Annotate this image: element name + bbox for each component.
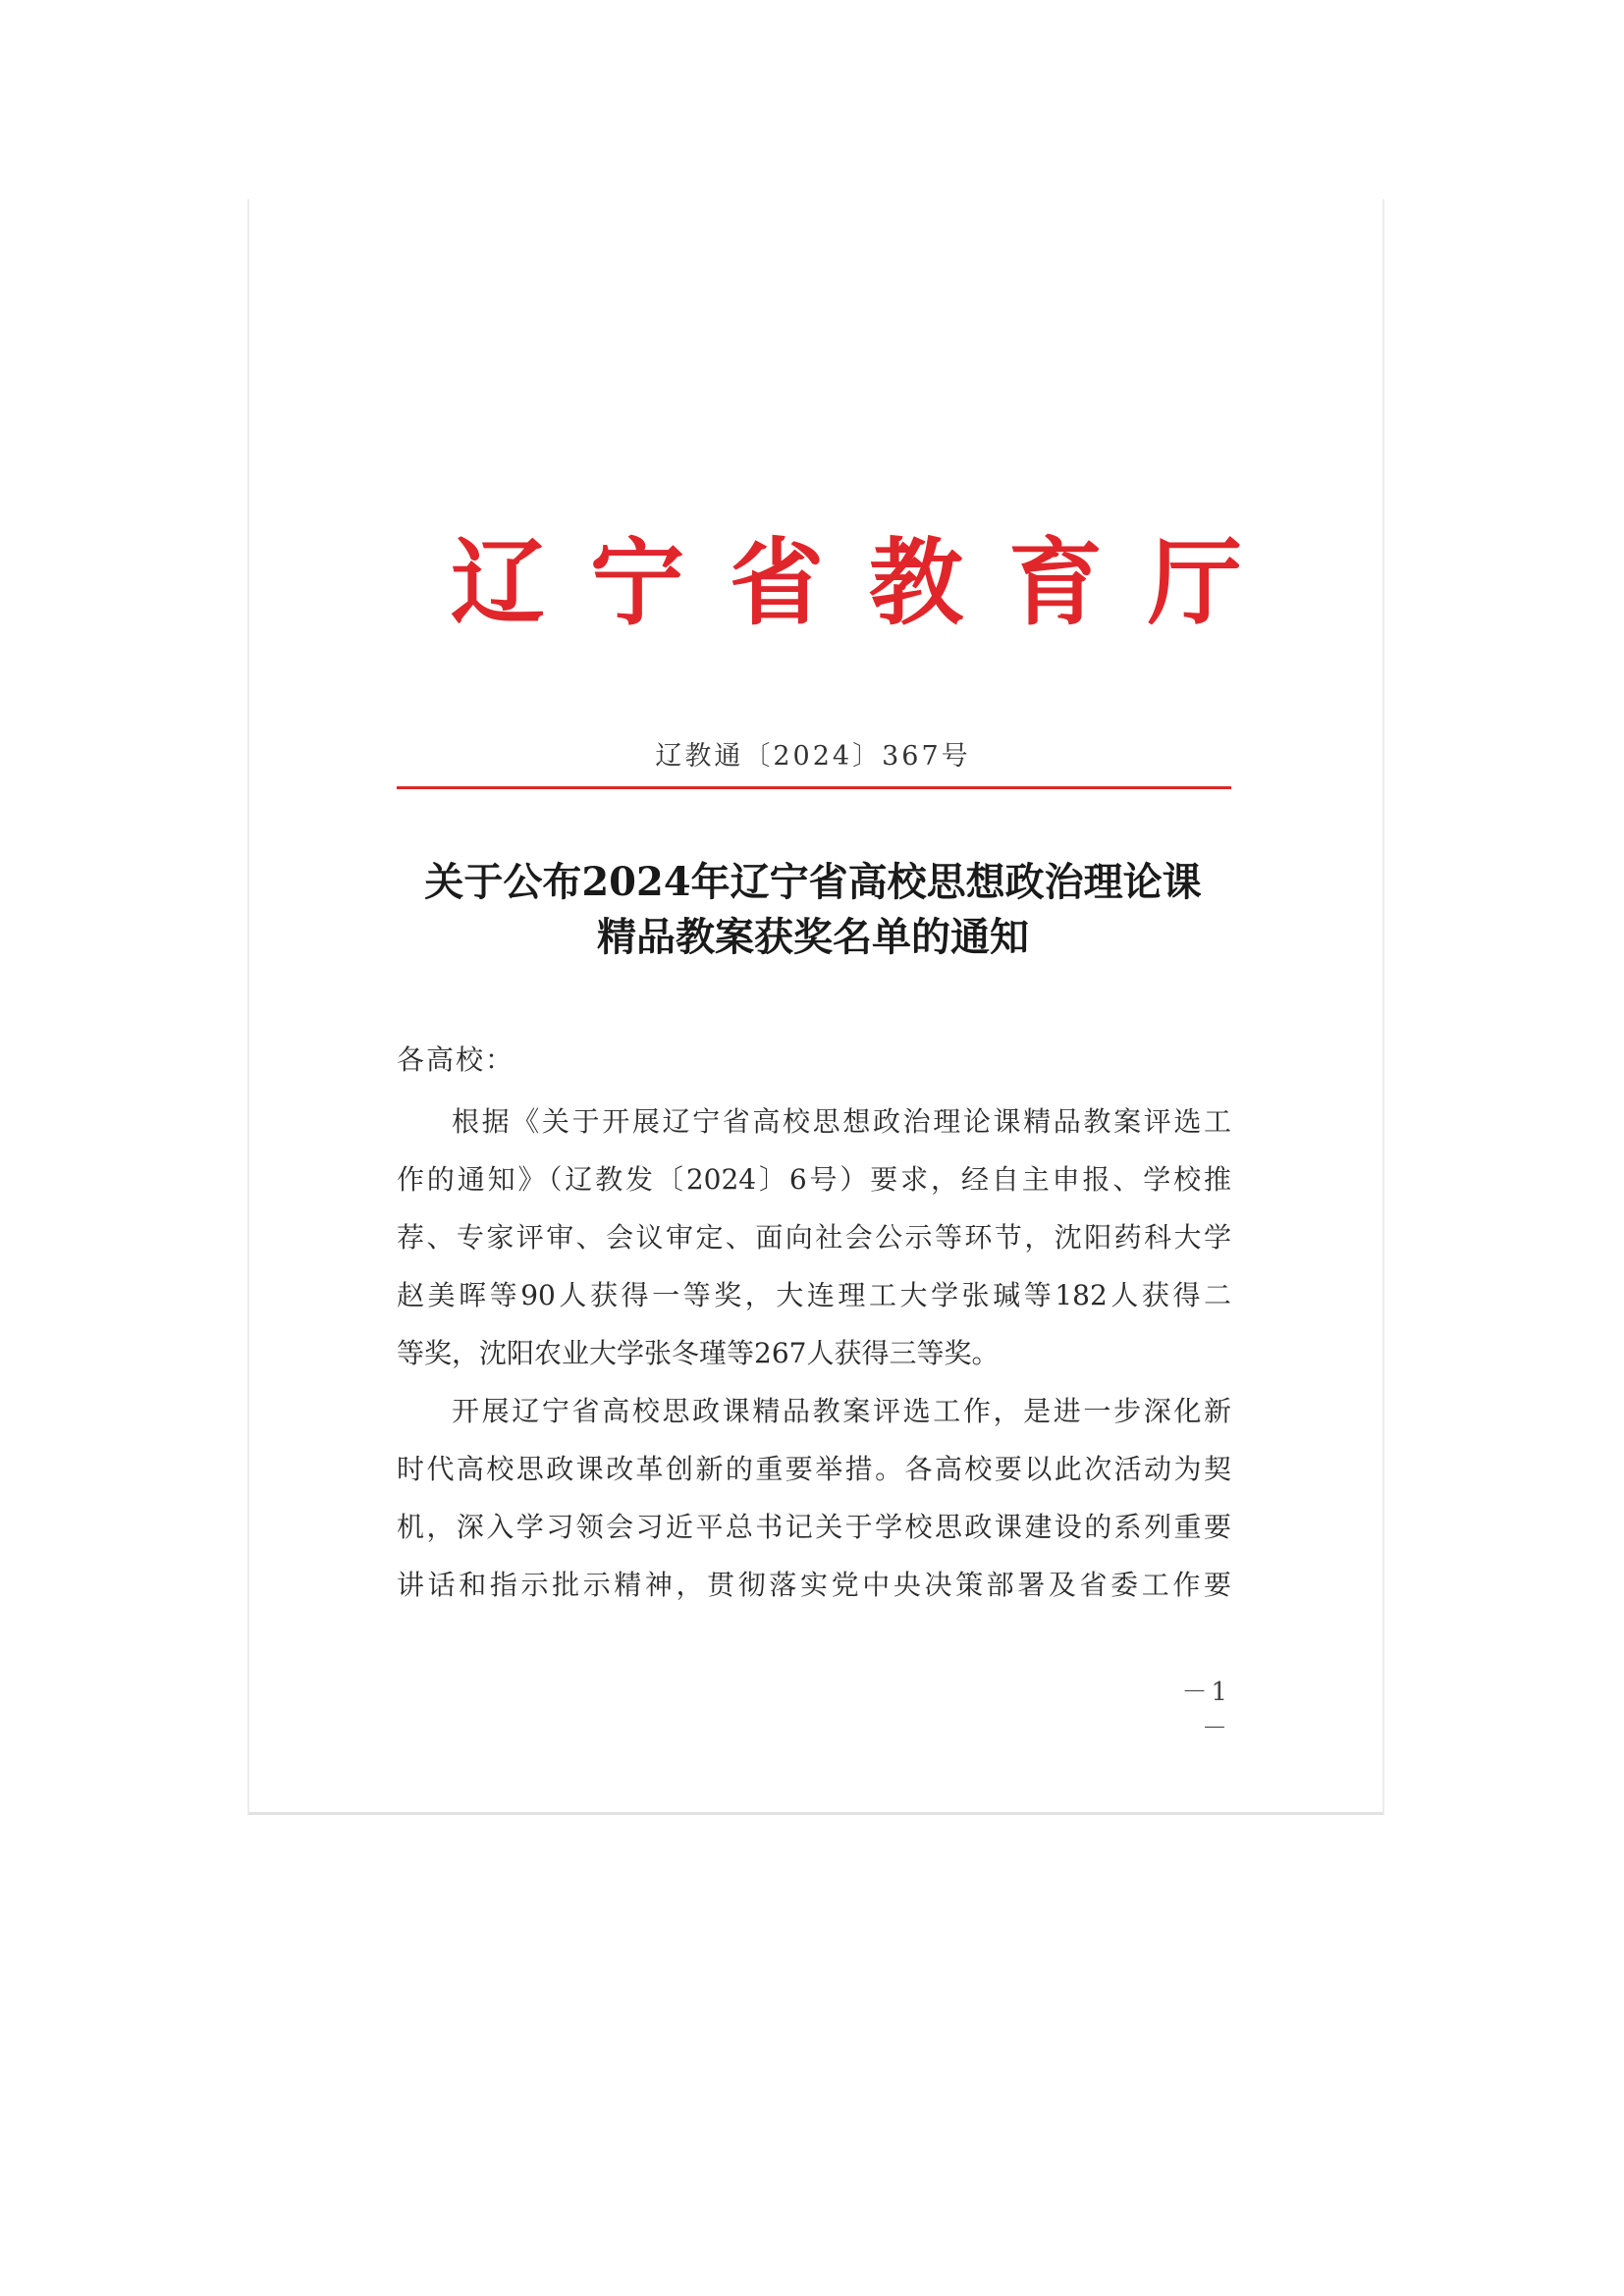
body-text — [397, 1093, 1231, 1614]
paragraph-line: 根据《关于开展辽宁省高校思想政治理论课精品教案评选工 — [452, 1105, 1231, 1138]
letterhead-char: 宁 — [590, 527, 684, 638]
paragraph-line: 开展辽宁省高校思政课精品教案评选工作，是进一步深化新 — [452, 1395, 1231, 1427]
letterhead-title — [444, 529, 1249, 637]
title-line: 精品教案获奖名单的通知 — [597, 914, 1029, 960]
document-number: 辽教通〔2024〕367号 — [655, 741, 971, 772]
letterhead-char: 厅 — [1148, 527, 1242, 638]
paragraph-line: 机，深入学习领会习近平总书记关于学校思政课建设的系列重要 — [397, 1511, 1231, 1543]
letterhead-char: 育 — [1008, 527, 1103, 638]
letterhead-char: 省 — [730, 527, 824, 638]
paragraph-line: 作的通知》（辽教发〔2024〕6号）要求，经自主申报、学校推 — [397, 1163, 1231, 1196]
letterhead-char: 教 — [869, 527, 963, 638]
paragraph-line: 赵美晖等90人获得一等奖，大连理工大学张瑊等182人获得二 — [397, 1279, 1231, 1311]
salutation: 各高校： — [397, 1043, 515, 1076]
paragraph-line: 等奖，沈阳农业大学张冬瑾等267人获得三等奖。 — [397, 1337, 1000, 1369]
paragraph-line: 讲话和指示批示精神，贯彻落实党中央决策部署及省委工作要 — [397, 1569, 1231, 1601]
red-divider-line — [397, 786, 1231, 789]
letterhead-char: 辽 — [451, 527, 545, 638]
document-page — [247, 199, 1384, 1815]
document-title — [387, 855, 1239, 965]
paragraph-line: 荐、专家评审、会议审定、面向社会公示等环节，沈阳药科大学 — [397, 1221, 1231, 1254]
title-line: 关于公布2024年辽宁省高校思想政治理论课 — [424, 859, 1202, 905]
page-number: －1－ — [1181, 1678, 1231, 1743]
paragraph-line: 时代高校思政课改革创新的重要举措。各高校要以此次活动为契 — [397, 1453, 1231, 1485]
